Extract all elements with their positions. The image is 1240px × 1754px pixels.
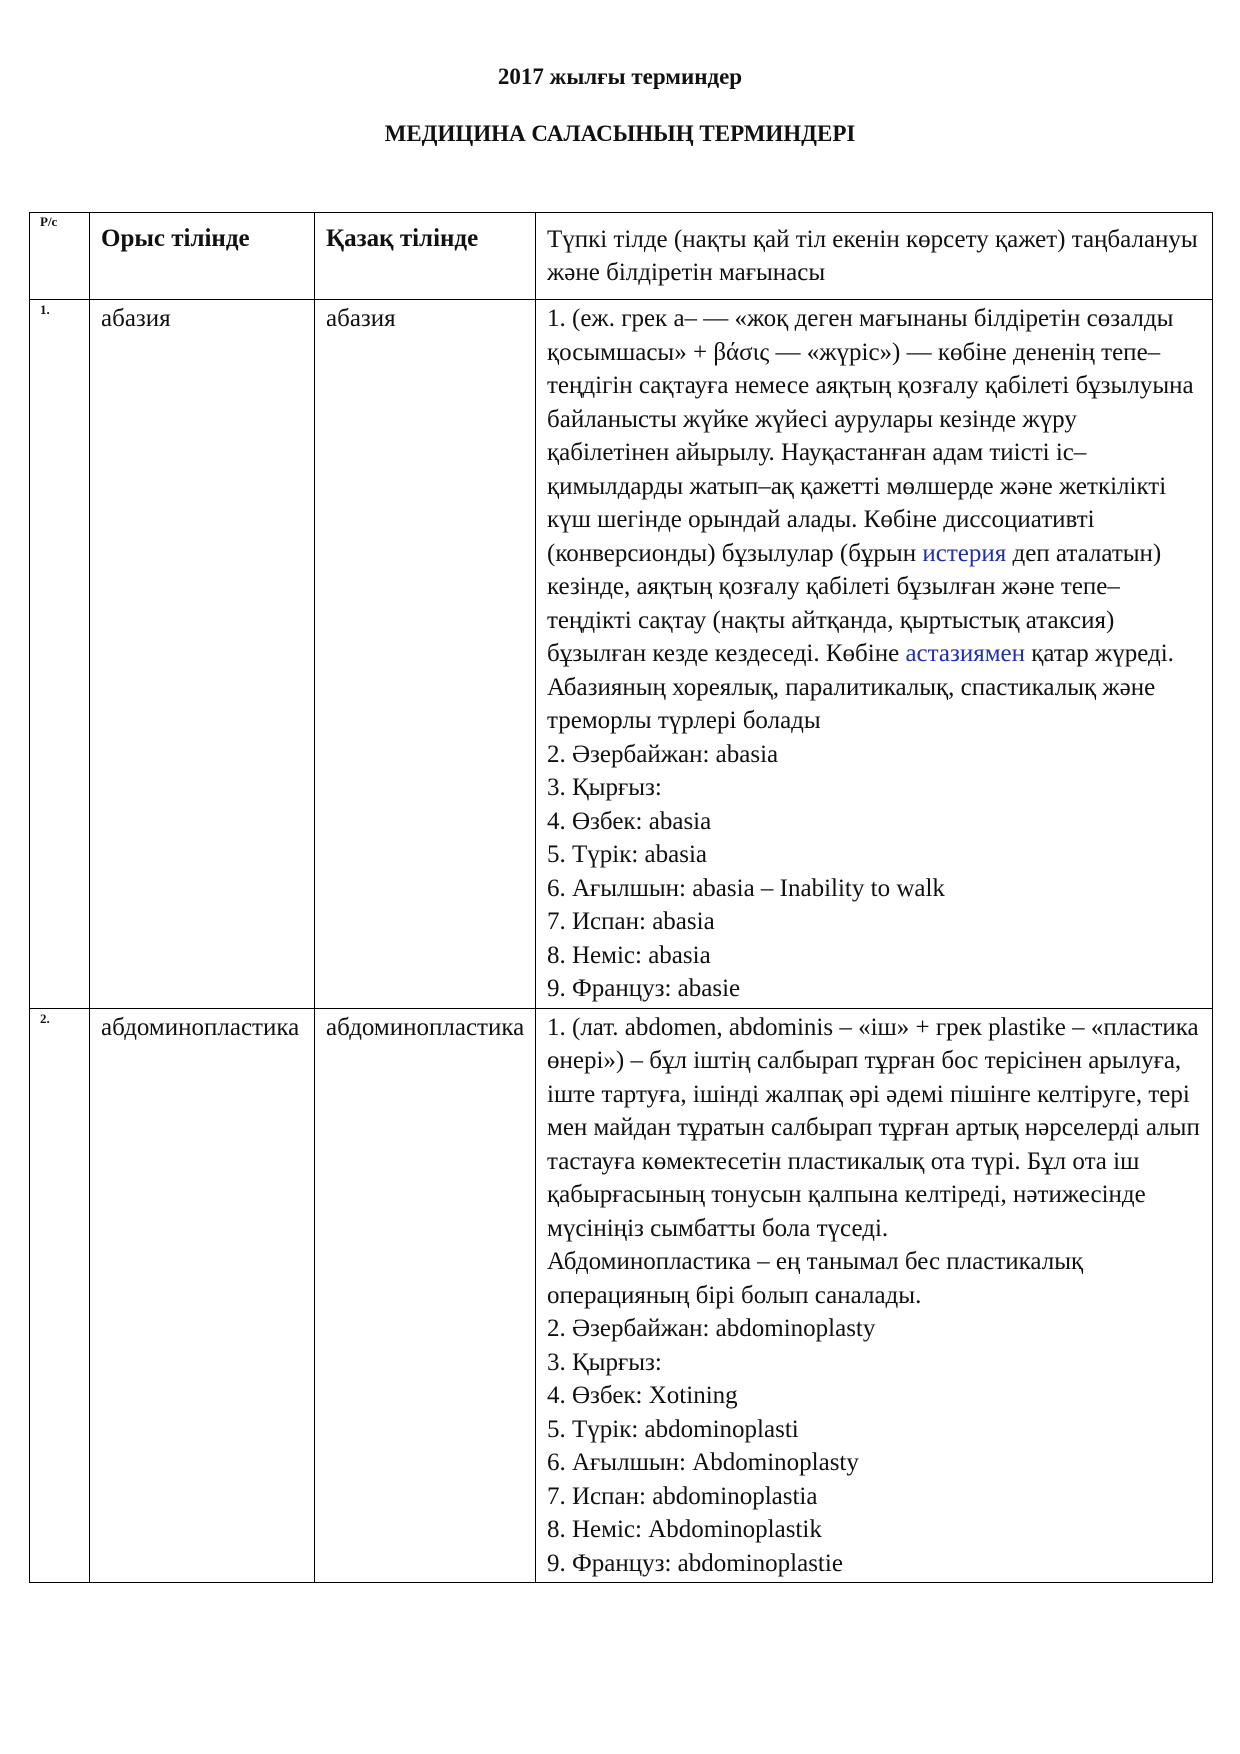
term-kazakh: абазия — [315, 300, 536, 1009]
definition-paragraph: Абдоминопластика – ең танымал бес пластикалық операцияның бірі болып саналады. — [547, 1248, 1084, 1309]
row-number: 1. — [30, 300, 90, 1009]
translation-line: 2. Әзербайжан: abdominoplasty — [547, 1315, 876, 1342]
header-num: Р/с — [30, 213, 90, 300]
table-row — [30, 300, 1213, 1009]
translation-line: 2. Әзербайжан: abasia — [547, 740, 779, 768]
translation-line: 5. Түрік: abdominoplasti — [547, 1415, 799, 1443]
term-definition — [536, 1008, 1213, 1583]
translation-line: 3. Қырғыз: — [547, 774, 662, 801]
term-russian: абдоминопластика — [90, 1008, 315, 1583]
definition-paragraph: 1. (лат. abdomen, abdominis – «іш» + грек plastike – «пластика өнері») – бұл іштің салбырап тұрған бос терісінен арылуға, іште тартуға, ішінді жалпақ әрі әдемі пішінге келтіруге, тері мен майдан тұратын салбырап тұрған артық нәрселерді алып тастауға көмектесетін пластикалық ота түрі. Бұл ота іш қабырғасының тонусын қалпына келтіреді, нәтижесінде мүсініңіз сымбатты бола түседі. — [547, 1013, 1200, 1242]
table-row — [30, 1008, 1213, 1583]
translation-line: 6. Ағылшын: Abdominoplasty — [547, 1449, 859, 1476]
header-origin: Түпкі тілде (нақты қай тіл екенін көрсету қажет) таңбалануы және білдіретін мағынасы — [536, 213, 1213, 300]
definition-text: деп аталатын) кезінде, аяқтың қозғалу қабілеті бұзылған және тепе–теңдікті сақтау (нақты айтқанда, қыртыстық атаксия) бұзылған кезде кездеседі. Көбіне — [547, 539, 1162, 667]
definition-text: қатар жүреді. — [1025, 640, 1174, 667]
document-subtitle: МЕДИЦИНА САЛАСЫНЫҢ ТЕРМИНДЕРІ — [384, 121, 856, 146]
definition-paragraph: Абазияның хореялық, паралитикалық, спастикалық және треморлы түрлері болады — [547, 673, 1156, 734]
translation-line: 5. Түрік: abasia — [547, 841, 708, 868]
term-definition — [536, 300, 1213, 1009]
translation-line: 4. Өзбек: Xotining — [547, 1382, 738, 1409]
document-title: 2017 жылғы терминдер — [497, 64, 743, 89]
terms-table — [29, 212, 1213, 1583]
translation-line: 7. Испан: abasia — [547, 908, 715, 935]
translation-line: 8. Неміс: abasia — [547, 941, 711, 969]
header-russian: Орыс тілінде — [90, 213, 315, 300]
term-russian: абазия — [90, 300, 315, 1009]
row-number: 2. — [30, 1008, 90, 1583]
translation-line: 4. Өзбек: abasia — [547, 807, 712, 835]
table-header-row — [30, 213, 1213, 300]
translation-line: 8. Неміс: Abdominoplastik — [547, 1516, 822, 1543]
translation-line: 7. Испан: abdominoplastia — [547, 1482, 818, 1510]
definition-text: 1. (еж. грек а– — «жоқ деген мағынаны білдіретін сөзалды қосымшасы» + βάσις — «жүріс») — көбіне дененің тепе–теңдігін сақтауға немесе аяқтың қозғалу қабілеті бұзылуына байланысты жүйке жүйесі аурулары кезінде жүру қабілетінен айырылу. Науқастанған адам тиісті іс–қимылдарды жатып–ақ қажетті мөлшерде және жеткілікті күш шегінде орындай алады. Көбіне диссоциативті (конверсионды) бұзылулар (бұрын — [547, 305, 1194, 567]
translation-line: 9. Француз: abdominoplastie — [547, 1549, 843, 1577]
translation-line: 3. Қырғыз: — [547, 1348, 662, 1376]
link-astasia[interactable]: астазиямен — [905, 640, 1026, 667]
term-kazakh: абдоминопластика — [315, 1008, 536, 1583]
translation-line: 6. Ағылшын: abasia – Inability to walk — [547, 874, 945, 902]
link-hysteria[interactable]: истерия — [922, 539, 1007, 567]
translation-line: 9. Француз: abasie — [547, 975, 741, 1002]
definition-paragraph — [547, 302, 1202, 671]
header-kazakh: Қазақ тілінде — [315, 213, 536, 300]
